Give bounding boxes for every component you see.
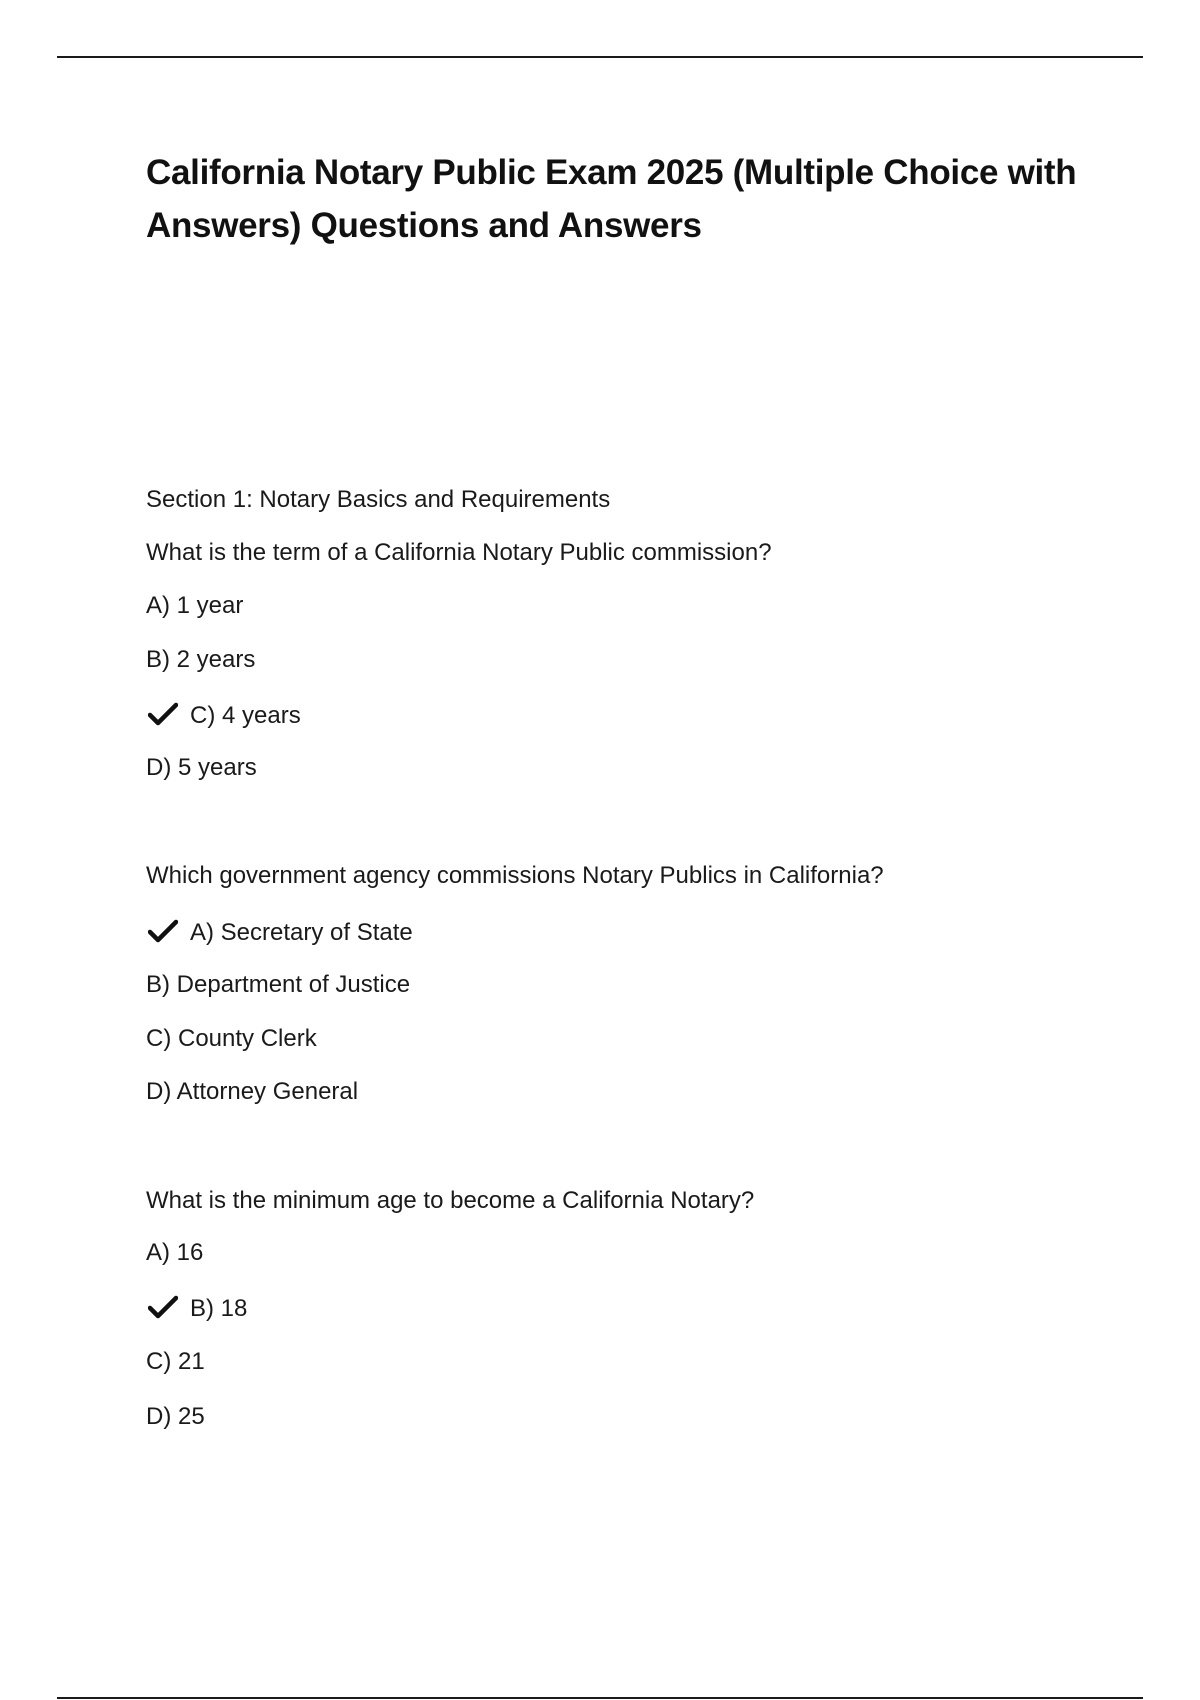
- check-icon: [148, 1295, 178, 1319]
- question-1-prompt: What is the term of a California Notary Public commission?: [146, 539, 772, 566]
- question-2-option-c: C) County Clerk: [146, 1025, 317, 1052]
- check-icon: [148, 702, 178, 726]
- question-3-option-b: [148, 1294, 247, 1324]
- question-1-option-b: B) 2 years: [146, 646, 256, 673]
- question-2-option-b: B) Department of Justice: [146, 971, 411, 998]
- option-label: C) 4 years: [190, 702, 301, 729]
- question-2-prompt: Which government agency commissions Notary Publics in California?: [146, 862, 884, 889]
- option-label: A) Secretary of State: [190, 919, 413, 946]
- question-3-prompt: What is the minimum age to become a California Notary?: [146, 1187, 755, 1214]
- section-heading: Section 1: Notary Basics and Requirements: [146, 486, 611, 513]
- option-label: B) 18: [190, 1295, 248, 1322]
- question-3-option-c: C) 21: [146, 1348, 205, 1375]
- question-1-option-d: D) 5 years: [146, 754, 257, 781]
- document-title: California Notary Public Exam 2025 (Multiple Choice with Answers) Questions and Answers: [146, 153, 1077, 245]
- bottom-divider: [57, 1697, 1143, 1699]
- check-icon: [148, 919, 178, 943]
- top-divider: [57, 56, 1143, 58]
- question-2-option-d: D) Attorney General: [146, 1078, 359, 1105]
- question-2-option-a: [148, 918, 413, 948]
- question-3-option-a: A) 16: [146, 1239, 204, 1266]
- question-3-option-d: D) 25: [146, 1403, 205, 1430]
- question-1-option-c: [148, 701, 301, 731]
- question-1-option-a: A) 1 year: [146, 592, 244, 619]
